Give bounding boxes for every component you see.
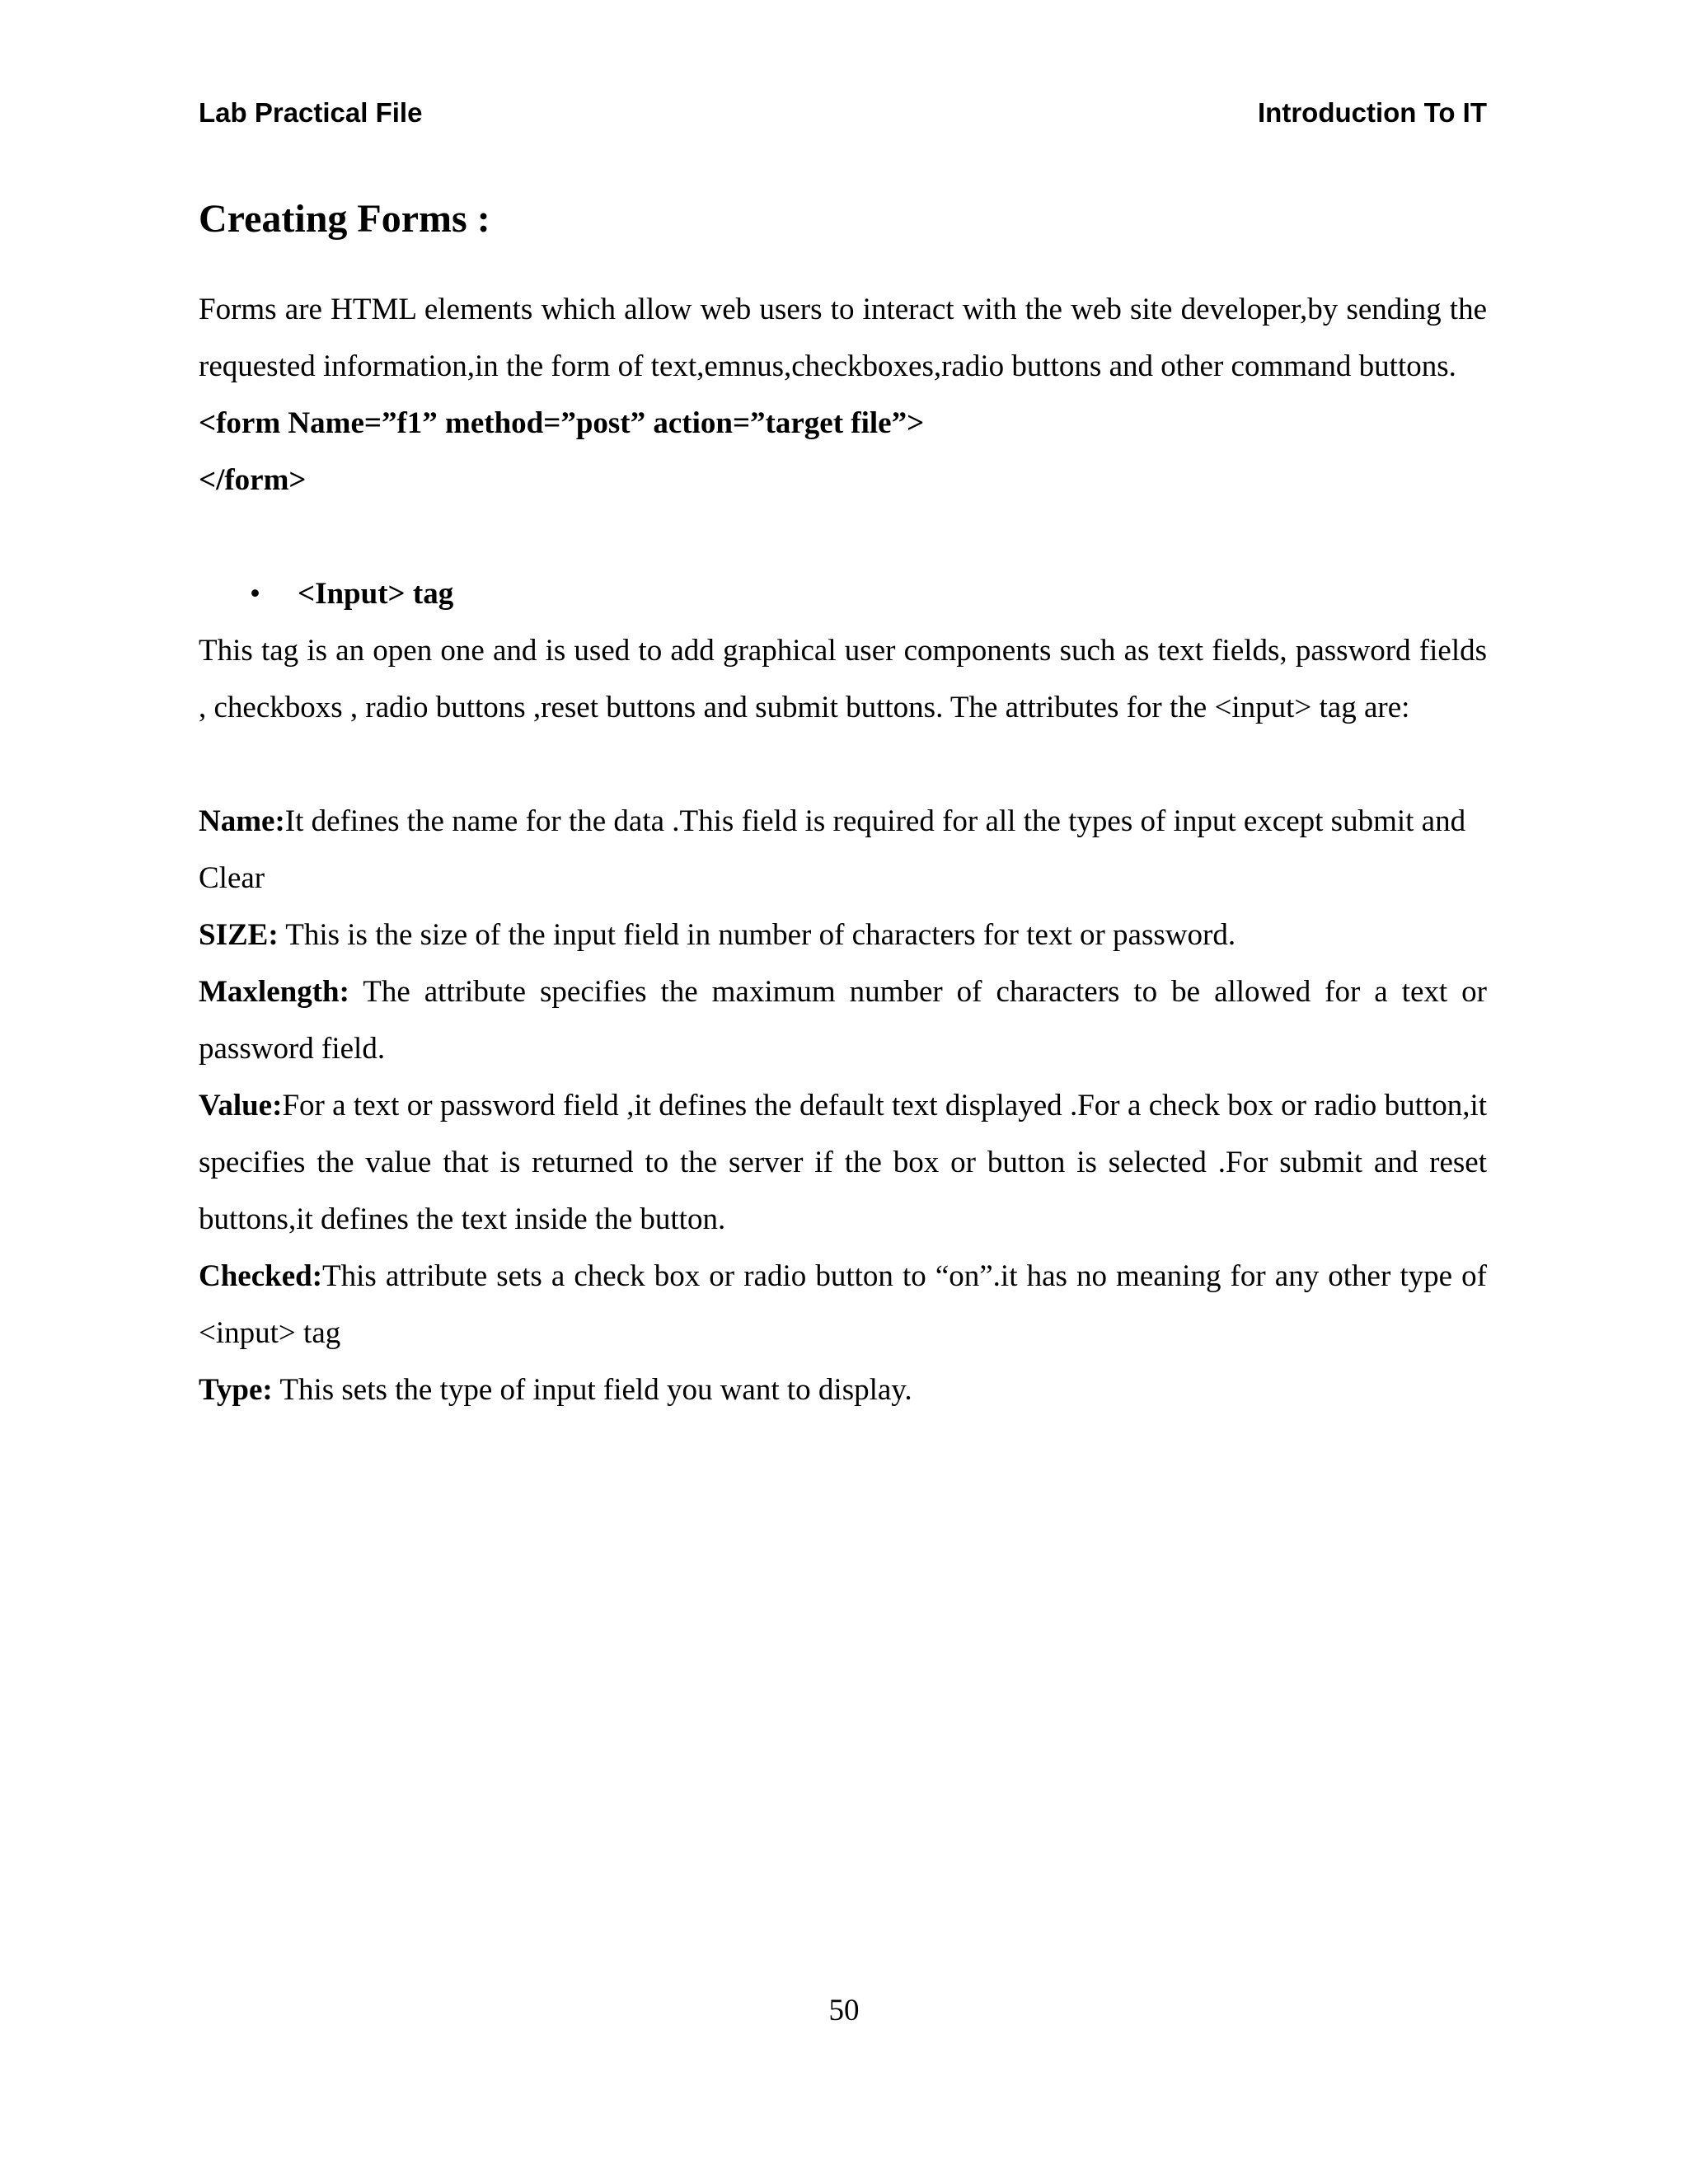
attribute-maxlength — [199, 963, 1487, 1077]
intro-paragraph: Forms are HTML elements which allow web users to interact with the web site developer,by sending the requested information,in the form of text,emnus,checkboxes,radio buttons and other command buttons. — [199, 293, 1487, 383]
header-left: Lab Practical File — [199, 97, 423, 128]
input-tag-paragraph: This tag is an open one and is used to add graphical user components such as text fields, password fields , checkboxs , radio buttons ,reset buttons and submit buttons. The attributes for the <input> tag are: — [199, 634, 1487, 724]
section-title: Creating Forms : — [199, 197, 490, 241]
attribute-term: Name: — [199, 804, 285, 838]
header-right: Introduction To IT — [1258, 97, 1487, 128]
attribute-name — [199, 793, 1487, 850]
bullet-icon: • — [250, 577, 260, 611]
attribute-description: This attribute sets a check box or radio button to “on”.it has no meaning for any other type of <input> tag — [199, 1259, 1487, 1350]
spacer — [199, 509, 1487, 565]
form-open-code: <form Name=”f1” method=”post” action=”target file”> — [199, 406, 925, 440]
attribute-size — [199, 907, 1487, 963]
bullet-item-input-tag — [199, 565, 1487, 622]
attribute-term: Checked: — [199, 1259, 323, 1293]
attribute-description: For a text or password field ,it defines the default text displayed .For a check box or radio button,it specifies the value that is returned to the server if the box or button is selected .For submit and reset buttons,it defines the text inside the button. — [199, 1089, 1487, 1236]
bullet-label: <Input> tag — [298, 577, 454, 611]
attribute-type — [199, 1361, 1487, 1418]
attribute-term: Type: — [199, 1373, 273, 1407]
attribute-name-continuation: Clear — [199, 861, 265, 895]
attribute-description: The attribute specifies the maximum number of characters to be allowed for a text or password field. — [199, 975, 1487, 1066]
attribute-description: It defines the name for the data .This field is required for all the types of input except submit and — [284, 804, 1466, 838]
attribute-description: This sets the type of input field you want to display. — [272, 1373, 912, 1407]
attribute-term: Maxlength: — [199, 975, 349, 1009]
attribute-checked — [199, 1248, 1487, 1361]
spacer — [199, 736, 1487, 793]
page-number: 50 — [828, 1994, 860, 2027]
attribute-value — [199, 1077, 1487, 1248]
attribute-term: Value: — [199, 1089, 283, 1122]
form-close-code: </form> — [199, 463, 307, 497]
page-content — [199, 194, 1487, 1418]
attribute-term: SIZE: — [199, 918, 279, 952]
attribute-description: This is the size of the input field in number of characters for text or password. — [278, 918, 1236, 952]
page-header — [199, 97, 1487, 138]
